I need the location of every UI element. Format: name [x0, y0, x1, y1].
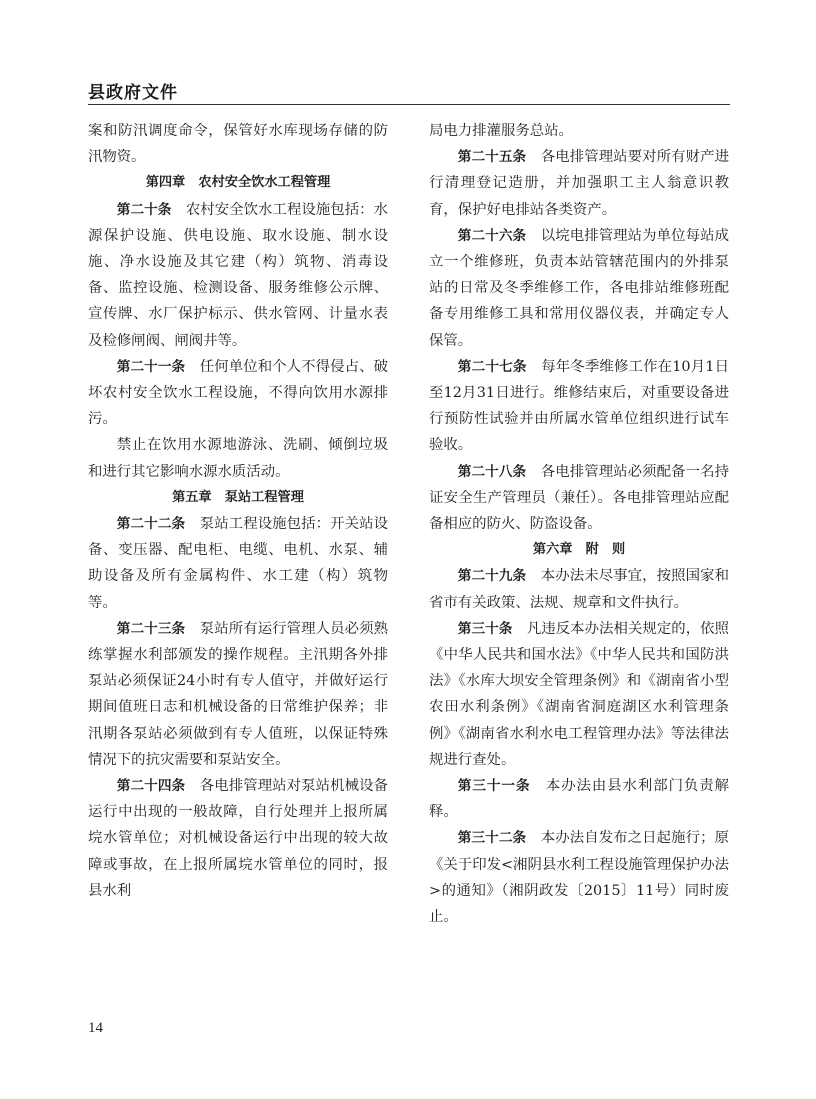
article-text: 以垸电排管理站为单位每站成立一个维修班，负责本站管辖范围内的外排泵站的日常及冬季维修工作，各电排站维修班配备专用维修工具和常用仪器仪表，并确定专人保管。 — [429, 227, 729, 349]
document-header-title: 县政府文件 — [88, 83, 178, 103]
article-label: 第二十一条 — [116, 358, 186, 375]
article-paragraph — [88, 773, 388, 904]
right-text-column — [429, 118, 729, 930]
article-label: 第二十八条 — [457, 463, 527, 480]
continued-paragraph: 局电力排灌服务总站。 — [429, 123, 573, 139]
article-paragraph — [429, 563, 729, 615]
article-paragraph — [429, 825, 729, 930]
article-text: 农村安全饮水工程设施包括：水源保护设施、供电设施、取水设施、制水设施、净水设施及其它建（构）筑物、消毒设备、监控设施、检测设备、服务维修公示牌、宣传牌、水厂保护标示、供水管网、计量水表及检修闸阀、闸阀井等。 — [88, 201, 388, 349]
article-label: 第二十五条 — [457, 149, 527, 166]
article-paragraph — [429, 144, 729, 223]
article-paragraph — [88, 511, 388, 616]
article-paragraph — [429, 616, 729, 773]
article-label: 第二十四条 — [116, 778, 186, 795]
header-divider — [88, 104, 730, 105]
article-paragraph — [88, 616, 388, 773]
left-text-column — [88, 118, 388, 904]
article-text: 各电排管理站对泵站机械设备运行中出现的一般故障，自行处理并上报所属垸水管单位；对机械设备运行中出现的较大故障或事故，在上报所属垸水管单位的同时，报县水利 — [88, 778, 388, 899]
article-label: 第二十六条 — [457, 227, 527, 244]
article-text: 凡违反本办法相关规定的，依照《中华人民共和国水法》《中华人民共和国防洪法》《水库大坝安全管理条例》和《湖南省小型农田水利条例》《湖南省洞庭湖区水利管理条例》《湖南省水利水电工程管理办法》等法律法规进行查处。 — [429, 620, 729, 768]
article-text: 任何单位和个人不得侵占、破坏农村安全饮水工程设施，不得向饮用水源排污。 — [88, 358, 388, 428]
article-text: 各电排管理站要对所有财产进行清理登记造册，并加强职工主人翁意识教育，保护好电排站各类资产。 — [429, 149, 729, 218]
article-text: 本办法未尽事宜，按照国家和省市有关政策、法规、规章和文件执行。 — [429, 568, 729, 611]
article-label: 第二十条 — [116, 201, 172, 218]
article-text: 泵站工程设施包括：开关站设备、变压器、配电柜、电缆、电机、水泵、辅助设备及所有金属构件、水工建（构）筑物等。 — [88, 516, 388, 611]
article-label: 第二十七条 — [457, 358, 527, 375]
article-label: 第三十一条 — [457, 778, 531, 795]
continued-paragraph: 案和防汛调度命令，保管好水库现场存储的防汛物资。 — [88, 123, 388, 166]
article-paragraph — [429, 354, 729, 459]
article-label: 第二十三条 — [116, 620, 186, 637]
article-label: 第三十条 — [457, 620, 513, 637]
article-text: 各电排管理站必须配备一名持证安全生产管理员（兼任）。各电排管理站应配备相应的防火、防盗设备。 — [429, 463, 729, 533]
body-paragraph: 禁止在饮用水源地游泳、洗刷、倾倒垃圾和进行其它影响水源水质活动。 — [88, 437, 388, 480]
article-paragraph — [88, 197, 388, 354]
article-paragraph — [88, 354, 388, 433]
chapter-heading: 第四章 农村安全饮水工程管理 — [145, 175, 331, 191]
chapter-heading: 第六章 附 则 — [532, 542, 626, 558]
article-paragraph — [429, 223, 729, 354]
article-text: 每年冬季维修工作在10月1日至12月31日进行。维修结束后，对重要设备进行预防性试验并由所属水管单位组织进行试车验收。 — [429, 358, 729, 454]
article-label: 第二十二条 — [116, 516, 186, 533]
article-label: 第二十九条 — [457, 568, 527, 585]
article-text: 本办法由县水利部门负责解释。 — [429, 778, 729, 821]
article-paragraph — [429, 773, 729, 825]
article-label: 第三十二条 — [457, 830, 527, 847]
chapter-heading: 第五章 泵站工程管理 — [172, 489, 304, 505]
article-text: 本办法自发布之日起施行；原《关于印发<湘阴县水利工程设施管理保护办法>的通知》（湘阴政发〔2015〕11号）同时废止。 — [429, 830, 729, 926]
page-number: 14 — [88, 1020, 103, 1036]
article-text: 泵站所有运行管理人员必须熟练掌握水利部颁发的操作规程。主汛期各外排泵站必须保证24小时有专人值守，并做好运行期间值班日志和机械设备的日常维护保养；非汛期各泵站必须做到有专人值班，以保证特殊情况下的抗灾需要和泵站安全。 — [88, 620, 388, 768]
article-paragraph — [429, 459, 729, 538]
